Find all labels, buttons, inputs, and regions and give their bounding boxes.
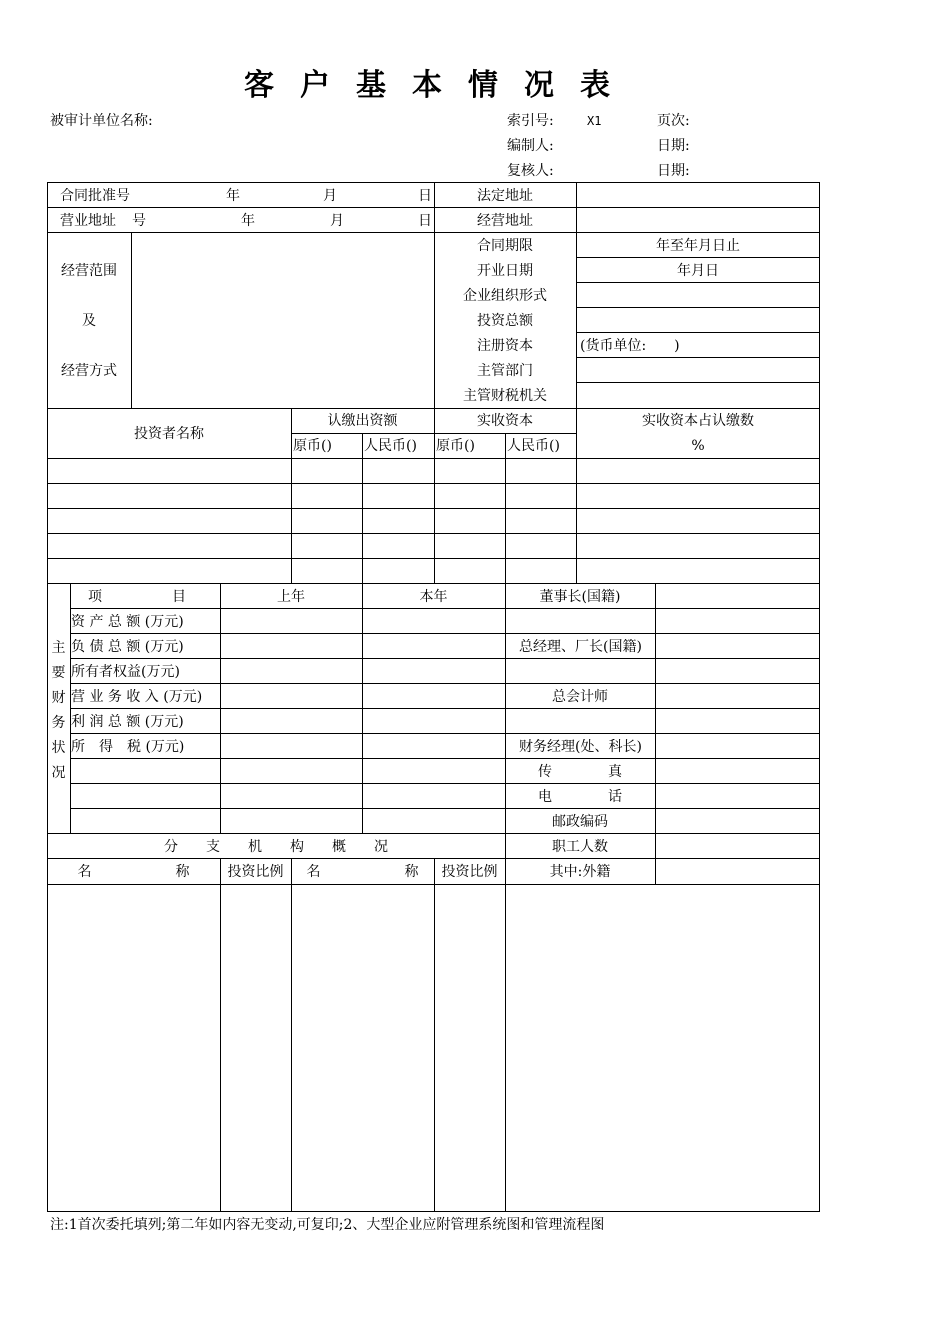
contract-term-label: 合同期限 (477, 238, 533, 254)
audited-unit-label: 被审计单位名称: (50, 113, 153, 129)
fax-label: 传 真 (538, 764, 622, 780)
rmb-header: 人民币() (364, 438, 417, 454)
last-year-header: 上年 (277, 589, 305, 605)
employees-label: 职工人数 (552, 839, 608, 855)
chief-accountant-label: 总会计师 (552, 689, 608, 705)
fin-item-owner-equity: 所有者权益(万元) (71, 664, 180, 680)
page-label: 页次: (657, 113, 690, 129)
tax-authority-label: 主管财税机关 (463, 388, 547, 404)
financial-side-label: 况 (51, 765, 66, 781)
year-label: 年 (241, 213, 255, 229)
day-label: 日 (418, 188, 432, 204)
financial-side-label: 主 (51, 640, 66, 656)
paid-in-ratio-header: 实收资本占认缴数 (642, 413, 754, 429)
rmb-header: 人民币() (507, 438, 560, 454)
branch-ratio-header: 投资比例 (441, 864, 498, 880)
month-label: 月 (330, 213, 344, 229)
orig-currency-header: 原币() (293, 438, 332, 454)
number-label: 号 (132, 213, 146, 229)
paid-in-capital-header: 实收资本 (477, 413, 533, 429)
fin-item-total-assets: 资 产 总 额 (万元) (71, 614, 184, 630)
item-header: 项 目 (88, 589, 186, 605)
fin-item-total-profit: 利 润 总 额 (万元) (71, 714, 184, 730)
orig-currency-header: 原币() (436, 438, 475, 454)
contract-term-value: 年至年月日止 (656, 238, 740, 254)
reviewed-by-label: 复核人: (507, 163, 554, 179)
month-label: 月 (323, 188, 337, 204)
financial-side-label: 财 (51, 690, 66, 706)
opening-date-value: 年月日 (677, 263, 719, 279)
investor-name-header: 投资者名称 (134, 426, 204, 442)
chairman-label: 董事长(国籍) (539, 589, 621, 605)
fin-item-income-tax: 所 得 税 (万元) (71, 739, 185, 755)
footnote: 注:1首次委托填列;第二年如内容无变动,可复印;2、大型企业应附管理系统图和管理流程图 (50, 1217, 605, 1233)
financial-side-label: 状 (51, 740, 66, 756)
finance-manager-label: 财务经理(处、科长) (519, 739, 642, 755)
year-label: 年 (226, 188, 240, 204)
fin-item-revenue: 营 业 务 收 入 (万元) (71, 689, 203, 705)
contract-approval-label: 合同批准号 (60, 188, 130, 204)
financial-side-label: 务 (51, 715, 66, 731)
business-mode-label: 经营方式 (61, 363, 117, 379)
business-scope-label: 经营范围 (61, 263, 117, 279)
foreign-employees-label: 其中:外籍 (549, 864, 611, 880)
legal-address-label: 法定地址 (477, 188, 533, 204)
percent-sign: % (691, 438, 705, 454)
prepared-by-label: 编制人: (507, 138, 554, 154)
currency-unit-label: (货币单位: ) (580, 338, 680, 354)
page-title: 客户基本情况表 (244, 68, 636, 103)
financial-side-label: 要 (51, 665, 66, 681)
scope-and-label: 及 (82, 313, 96, 329)
business-address-label: 营业地址 (60, 213, 116, 229)
total-investment-label: 投资总额 (477, 313, 533, 329)
phone-label: 电 话 (538, 789, 622, 805)
registered-capital-label: 注册资本 (477, 338, 533, 354)
date-label: 日期: (657, 138, 690, 154)
index-value: X1 (587, 114, 602, 128)
branch-name-header: 名 称 (306, 864, 419, 880)
general-manager-label: 总经理、厂长(国籍) (519, 639, 642, 655)
operating-address-label: 经营地址 (477, 213, 533, 229)
branch-ratio-header: 投资比例 (227, 864, 284, 880)
index-label: 索引号: (507, 113, 554, 129)
day-label: 日 (418, 213, 432, 229)
this-year-header: 本年 (419, 589, 448, 605)
org-form-label: 企业组织形式 (463, 288, 547, 304)
subscribed-capital-header: 认缴出资额 (327, 413, 398, 429)
date-label: 日期: (657, 163, 690, 179)
opening-date-label: 开业日期 (477, 263, 533, 279)
postcode-label: 邮政编码 (552, 814, 608, 830)
branches-header: 分 支 机 构 概 况 (164, 839, 388, 855)
fin-item-total-liabilities: 负 债 总 额 (万元) (71, 639, 184, 655)
supervising-dept-label: 主管部门 (477, 363, 533, 379)
branch-name-header: 名 称 (77, 864, 190, 880)
